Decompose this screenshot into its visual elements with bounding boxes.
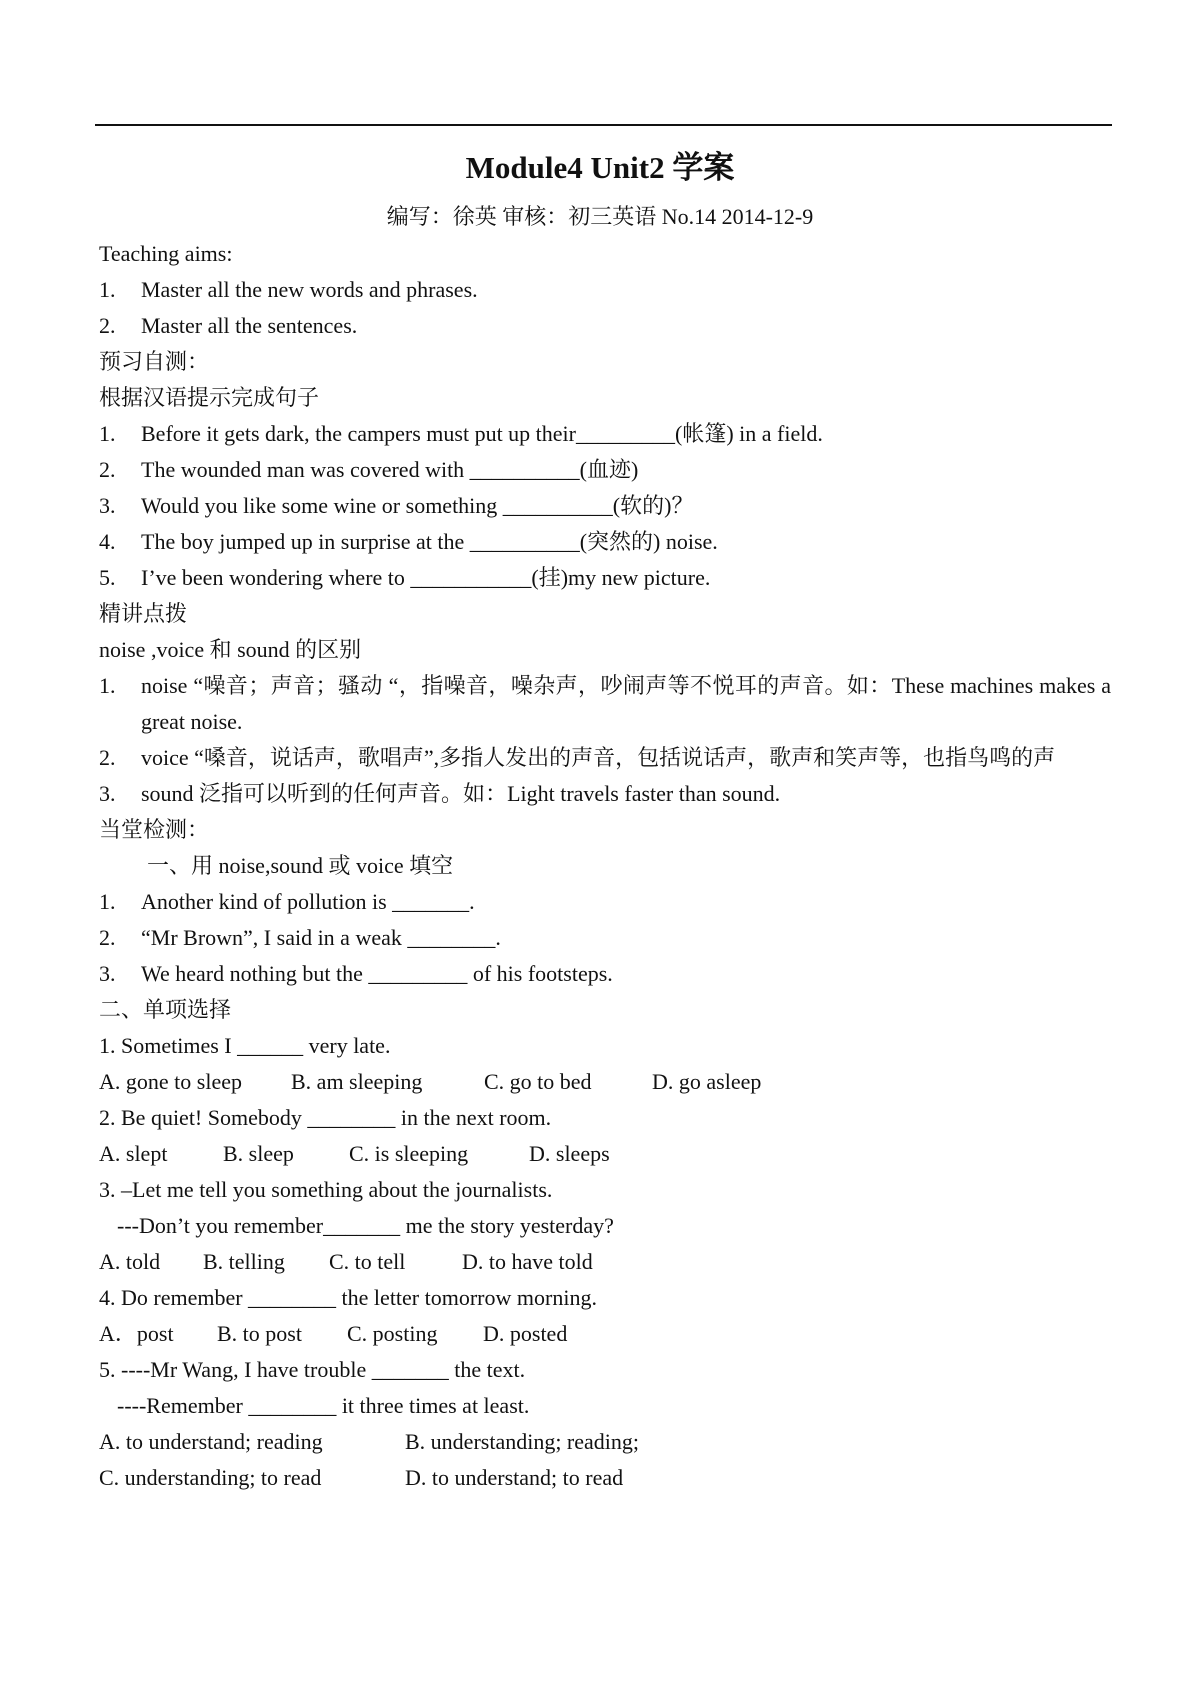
option: A．post bbox=[99, 1321, 174, 1346]
fill-item: 3. We heard nothing but the _________ of his footsteps. bbox=[99, 961, 613, 986]
option: A. to understand; reading bbox=[99, 1429, 323, 1454]
option: B. understanding; reading; bbox=[405, 1429, 640, 1454]
fill-item: 2. “Mr Brown”, I said in a weak ________. bbox=[99, 925, 501, 950]
check-heading: 当堂检测： bbox=[99, 817, 210, 842]
option: C. go to bed bbox=[484, 1069, 592, 1094]
question-options bbox=[99, 1460, 1111, 1496]
option: B. am sleeping bbox=[291, 1069, 423, 1094]
preview-item: 2. The wounded man was covered with __________(血迹) bbox=[99, 457, 639, 482]
preview-item: 4. The boy jumped up in surprise at the __________(突然的) noise. bbox=[99, 529, 718, 554]
question-stem: 1. Sometimes I ______ very late. bbox=[99, 1033, 391, 1058]
question-stem-reply: ---Don’t you remember_______ me the story yesterday? bbox=[117, 1213, 614, 1238]
question-options bbox=[99, 1424, 1111, 1460]
option: B. telling bbox=[203, 1249, 285, 1274]
document-body bbox=[99, 236, 1111, 1496]
preview-item: 3. Would you like some wine or something __________(软的)？ bbox=[99, 493, 694, 518]
question-options bbox=[99, 1136, 1111, 1172]
byline: 编写：徐英 审核：初三英语 No.14 2014-12-9 bbox=[386, 204, 814, 229]
option: D. posted bbox=[483, 1321, 568, 1346]
option: A. slept bbox=[99, 1141, 168, 1166]
option: D. to understand; to read bbox=[405, 1465, 624, 1490]
explain-item: 2. voice “嗓音，说话声，歌唱声”,多指人发出的声音，包括说话声，歌声和笑声等，也指鸟鸣的声 bbox=[99, 745, 1056, 770]
question-options bbox=[99, 1316, 1111, 1352]
preview-item: 1. Before it gets dark, the campers must put up their_________(帐篷) in a field. bbox=[99, 421, 823, 446]
option: D. go asleep bbox=[652, 1069, 762, 1094]
part1-heading: 一、用 noise,sound 或 voice 填空 bbox=[147, 853, 454, 878]
option: D. sleeps bbox=[529, 1141, 610, 1166]
option: C. posting bbox=[347, 1321, 438, 1346]
question-stem: 4. Do remember ________ the letter tomorrow morning. bbox=[99, 1285, 597, 1310]
option: B. sleep bbox=[223, 1141, 294, 1166]
option: C. understanding; to read bbox=[99, 1465, 322, 1490]
aim-item: 2. Master all the sentences. bbox=[99, 313, 358, 338]
option: D. to have told bbox=[462, 1249, 593, 1274]
explain-item: 1. noise “噪音；声音；骚动 “，指噪音，噪杂声，吵闹声等不悦耳的声音。如：These machines makes a great noise. bbox=[99, 673, 1111, 734]
page-title: Module4 Unit2 学案 bbox=[465, 150, 735, 185]
question-options bbox=[99, 1064, 1111, 1100]
option: A. told bbox=[99, 1249, 161, 1274]
question-stem: 2. Be quiet! Somebody ________ in the next room. bbox=[99, 1105, 552, 1130]
fill-item: 1. Another kind of pollution is _______. bbox=[99, 889, 475, 914]
aim-item: 1. Master all the new words and phrases. bbox=[99, 277, 478, 302]
explain-heading: 精讲点拨 bbox=[99, 601, 188, 626]
part2-heading: 二、单项选择 bbox=[99, 997, 232, 1022]
preview-item: 5. I’ve been wondering where to ___________(挂)my new picture. bbox=[99, 565, 711, 590]
preview-heading: 预习自测： bbox=[99, 349, 210, 374]
option: C. to tell bbox=[329, 1249, 406, 1274]
explain-subheading: noise ,voice 和 sound 的区别 bbox=[99, 637, 362, 662]
option: A. gone to sleep bbox=[99, 1069, 242, 1094]
option: C. is sleeping bbox=[349, 1141, 469, 1166]
option: B. to post bbox=[217, 1321, 302, 1346]
question-options bbox=[99, 1244, 1111, 1280]
header-rule bbox=[95, 124, 1112, 126]
question-stem: 5. ----Mr Wang, I have trouble _______ the text. bbox=[99, 1357, 526, 1382]
question-stem: 3. –Let me tell you something about the journalists. bbox=[99, 1177, 553, 1202]
preview-subheading: 根据汉语提示完成句子 bbox=[99, 385, 320, 410]
question-stem-reply: ----Remember ________ it three times at least. bbox=[117, 1393, 530, 1418]
explain-item: 3. sound 泛指可以听到的任何声音。如：Light travels faster than sound. bbox=[99, 781, 781, 806]
aims-heading: Teaching aims: bbox=[99, 241, 233, 266]
